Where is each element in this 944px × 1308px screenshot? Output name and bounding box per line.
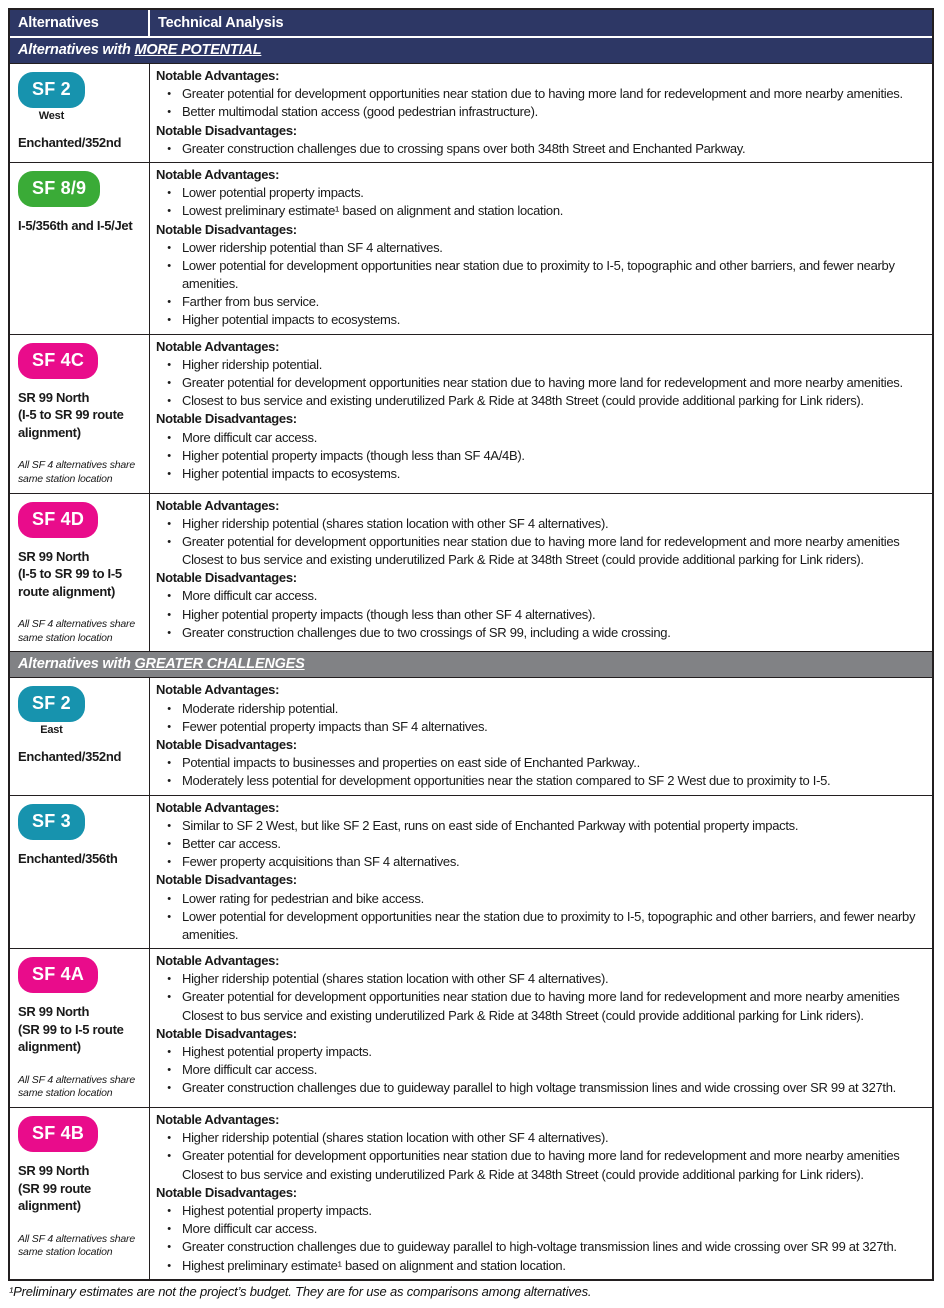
alternative-label bbox=[18, 748, 143, 766]
disadvantage-item-text: Lower potential for development opportunities near station due to proximity to I-5, topographic and other barriers, and fewer nearby amenities. bbox=[182, 257, 895, 292]
disadvantage-item bbox=[156, 1043, 924, 1061]
alternative-label bbox=[18, 134, 143, 152]
alternative-badge: SF 3 bbox=[18, 804, 85, 840]
disadvantage-item bbox=[156, 1202, 924, 1220]
alternative-badge: SF 8/9 bbox=[18, 171, 100, 207]
disadvantage-item bbox=[156, 140, 924, 158]
advantage-item bbox=[156, 184, 924, 202]
disadvantages-heading: Notable Disadvantages: bbox=[156, 570, 297, 586]
disadvantages-heading: Notable Disadvantages: bbox=[156, 737, 297, 753]
disadvantage-item-text: Farther from bus service. bbox=[182, 294, 319, 310]
disadvantage-item bbox=[156, 1079, 924, 1097]
advantage-item-text: Greater potential for development opportunities near station due to having more land for redevelopment and more nearby amenities. bbox=[182, 375, 903, 390]
bullet-icon: • bbox=[167, 991, 171, 1004]
technical-analysis-cell bbox=[150, 335, 932, 493]
disadvantages-heading: Notable Disadvantages: bbox=[156, 872, 297, 888]
disadvantage-item-text: Lower ridership potential than SF 4 alternatives. bbox=[182, 239, 443, 255]
disadvantage-item-text: Greater construction challenges due to two crossings of SR 99, including a wide crossing. bbox=[182, 624, 671, 640]
alternative-label bbox=[18, 850, 143, 868]
advantages-heading: Notable Advantages: bbox=[156, 1112, 280, 1128]
disadvantage-item bbox=[156, 1061, 924, 1079]
table-row bbox=[10, 678, 932, 795]
bullet-icon: • bbox=[167, 1132, 171, 1145]
table-row bbox=[10, 1108, 932, 1279]
table-row bbox=[10, 949, 932, 1108]
disadvantage-item-text: Moderately less potential for development opportunities near the station compared to SF 2 West due to proximity to I-5. bbox=[182, 773, 831, 789]
advantage-item-text: Closest to bus service and existing underutilized Park & Ride at 348th Street (could provide additional parking for Link riders). bbox=[182, 393, 864, 409]
bullet-icon: • bbox=[167, 1046, 171, 1059]
alternative-cell bbox=[10, 494, 150, 652]
disadvantage-item bbox=[156, 293, 924, 311]
advantage-item bbox=[156, 718, 924, 736]
disadvantage-item bbox=[156, 465, 924, 483]
bullet-icon: • bbox=[167, 449, 171, 462]
advantage-item bbox=[156, 817, 924, 835]
disadvantages-heading: Notable Disadvantages: bbox=[156, 122, 297, 138]
advantage-item bbox=[156, 515, 924, 533]
alternative-note: All SF 4 alternatives share same station location bbox=[18, 1073, 135, 1100]
disadvantage-item bbox=[156, 606, 924, 624]
advantage-item-text: Better multimodal station access (good pedestrian infrastructure). bbox=[182, 104, 538, 120]
disadvantage-item bbox=[156, 311, 924, 329]
disadvantage-item-text: Highest potential property impacts. bbox=[182, 1202, 372, 1218]
technical-analysis-cell bbox=[150, 494, 932, 652]
alternative-label bbox=[18, 217, 143, 235]
disadvantage-item-text: Greater construction challenges due to crossing spans over both 348th Street and Enchanted Parkway. bbox=[182, 140, 746, 156]
advantage-item bbox=[156, 700, 924, 718]
advantage-item bbox=[156, 970, 924, 988]
bullet-icon: • bbox=[167, 1064, 171, 1077]
disadvantage-item bbox=[156, 890, 924, 908]
alternative-label-line: I-5/356th and I-5/Jet bbox=[18, 217, 133, 233]
badge-wrap bbox=[18, 171, 100, 207]
advantage-item-text: Greater potential for development opportunities near station due to having more land for redevelopment and more nearby amenities Closest to bus service and existing underutilized Park & Ride at 348th Street (could provide additional parking for Link riders). bbox=[182, 989, 900, 1023]
advantage-item-text: Greater potential for development opportunities near station due to having more land for redevelopment and more nearby amenities Closest to bus service and existing underutilized Park & Ride at 348th Street (could provide additional parking for Link riders). bbox=[182, 1148, 900, 1182]
alternative-note: All SF 4 alternatives share same station location bbox=[18, 459, 135, 485]
alternative-label bbox=[18, 1162, 143, 1215]
alternative-label-line: SR 99 North bbox=[18, 389, 90, 405]
disadvantage-item-text: Lower potential for development opportunities near the station due to proximity to I-5, topographic and other barriers, and fewer nearby amenities. bbox=[182, 908, 916, 942]
advantage-item-text: Fewer potential property impacts than SF 4 alternatives. bbox=[182, 718, 488, 734]
badge-wrap bbox=[18, 343, 98, 379]
disadvantage-item-text: Highest preliminary estimate¹ based on alignment and station location. bbox=[182, 1257, 566, 1273]
advantage-item bbox=[156, 1147, 924, 1183]
advantages-heading: Notable Advantages: bbox=[156, 953, 280, 969]
technical-analysis-cell bbox=[150, 949, 932, 1107]
advantage-item-text: Better car access. bbox=[182, 835, 281, 851]
advantage-item-text: Lowest preliminary estimate¹ based on alignment and station location. bbox=[182, 203, 564, 219]
bullet-icon: • bbox=[167, 517, 171, 530]
advantage-item bbox=[156, 1129, 924, 1147]
alternative-label bbox=[18, 389, 143, 442]
bullet-icon: • bbox=[167, 241, 171, 254]
advantage-item-text: Moderate ridership potential. bbox=[182, 700, 339, 716]
alternative-sublabel: East bbox=[40, 724, 63, 737]
disadvantage-item bbox=[156, 447, 924, 465]
advantage-item bbox=[156, 103, 924, 121]
bullet-icon: • bbox=[167, 702, 171, 715]
advantages-heading: Notable Advantages: bbox=[156, 166, 280, 182]
alternative-label-line: (SR 99 to I-5 route alignment) bbox=[18, 1021, 124, 1055]
bullet-icon: • bbox=[167, 590, 171, 603]
alternatives-table bbox=[8, 8, 934, 1281]
bullet-icon: • bbox=[167, 1241, 171, 1254]
advantage-item-text: Similar to SF 2 West, but like SF 2 East, runs on east side of Enchanted Parkway with potential property impacts. bbox=[182, 817, 799, 833]
alternative-cell bbox=[10, 64, 150, 162]
bullet-icon: • bbox=[167, 467, 171, 480]
advantages-heading: Notable Advantages: bbox=[156, 799, 280, 815]
bullet-icon: • bbox=[167, 856, 171, 869]
disadvantage-item bbox=[156, 1220, 924, 1238]
technical-analysis-cell bbox=[150, 1108, 932, 1279]
advantage-item bbox=[156, 392, 924, 410]
table-row bbox=[10, 163, 932, 335]
footnote: ¹Preliminary estimates are not the project’s budget. They are for use as comparisons among alternatives. bbox=[9, 1283, 592, 1299]
advantages-heading: Notable Advantages: bbox=[156, 682, 280, 698]
advantage-item bbox=[156, 835, 924, 853]
technical-analysis-cell bbox=[150, 64, 932, 162]
alternative-badge: SF 4C bbox=[18, 343, 98, 379]
disadvantage-item bbox=[156, 257, 924, 293]
disadvantage-item bbox=[156, 908, 924, 944]
alternative-sublabel: West bbox=[38, 110, 65, 122]
bullet-icon: • bbox=[167, 314, 171, 327]
disadvantages-heading: Notable Disadvantages: bbox=[156, 1025, 297, 1041]
advantage-item bbox=[156, 374, 924, 392]
advantage-item bbox=[156, 533, 924, 569]
alternative-cell bbox=[10, 335, 150, 493]
alternative-badge: SF 4D bbox=[18, 502, 98, 538]
alternative-label-line: Enchanted/356th bbox=[18, 850, 118, 866]
section-header-emphasis: MORE POTENTIAL bbox=[134, 42, 262, 58]
alternative-cell bbox=[10, 1108, 150, 1279]
alternative-label-line: SR 99 North bbox=[18, 548, 90, 564]
disadvantage-item bbox=[156, 772, 924, 790]
alternative-label-line: Enchanted/352nd bbox=[18, 135, 122, 150]
badge-wrap bbox=[18, 686, 85, 736]
bullet-icon: • bbox=[167, 775, 171, 788]
section-header bbox=[10, 652, 932, 678]
table-body bbox=[10, 38, 932, 1279]
bullet-icon: • bbox=[167, 1082, 171, 1095]
disadvantage-item-text: Higher potential impacts to ecosystems. bbox=[182, 465, 401, 481]
advantage-item-text: Higher ridership potential (shares station location with other SF 4 alternatives). bbox=[182, 515, 609, 531]
column-header-alternatives: Alternatives bbox=[10, 10, 150, 36]
bullet-icon: • bbox=[167, 757, 171, 770]
alternative-label-line: (I-5 to SR 99 to I-5 route alignment) bbox=[18, 566, 122, 599]
column-header-technical-analysis: Technical Analysis bbox=[158, 15, 284, 31]
bullet-icon: • bbox=[167, 608, 171, 621]
disadvantage-item-text: More difficult car access. bbox=[182, 1221, 318, 1237]
bullet-icon: • bbox=[167, 720, 171, 733]
bullet-icon: • bbox=[167, 259, 171, 272]
disadvantages-heading: Notable Disadvantages: bbox=[156, 1184, 297, 1200]
advantage-item-text: Higher ridership potential (shares station location with other SF 4 alternatives). bbox=[182, 971, 609, 987]
advantage-item bbox=[156, 988, 924, 1024]
badge-wrap bbox=[18, 502, 98, 538]
disadvantage-item-text: More difficult car access. bbox=[182, 588, 318, 604]
table-row bbox=[10, 796, 932, 950]
bullet-icon: • bbox=[167, 187, 171, 200]
alternative-label-line: SR 99 North bbox=[18, 1004, 90, 1020]
advantage-item-text: Lower potential property impacts. bbox=[182, 185, 364, 201]
advantage-item-text: Fewer property acquisitions than SF 4 alternatives. bbox=[182, 854, 460, 870]
alternative-label-line: (SR 99 route alignment) bbox=[18, 1180, 91, 1214]
disadvantage-item bbox=[156, 624, 924, 642]
disadvantage-item bbox=[156, 1257, 924, 1275]
disadvantages-heading: Notable Disadvantages: bbox=[156, 411, 297, 427]
technical-analysis-cell bbox=[150, 796, 932, 949]
alternative-note: All SF 4 alternatives share same station location bbox=[18, 618, 135, 644]
table-row bbox=[10, 335, 932, 494]
bullet-icon: • bbox=[167, 205, 171, 218]
badge-wrap bbox=[18, 804, 85, 840]
badge-wrap bbox=[18, 957, 98, 993]
alternative-cell bbox=[10, 678, 150, 794]
bullet-icon: • bbox=[167, 1150, 171, 1163]
alternative-label-line: Enchanted/352nd bbox=[18, 749, 122, 765]
alternative-label bbox=[18, 548, 143, 601]
disadvantage-item-text: Potential impacts to businesses and properties on east side of Enchanted Parkway.. bbox=[182, 755, 640, 771]
bullet-icon: • bbox=[167, 1223, 171, 1236]
bullet-icon: • bbox=[167, 892, 171, 905]
disadvantage-item-text: Highest potential property impacts. bbox=[182, 1044, 372, 1060]
advantage-item-text: Greater potential for development opportunities near station due to having more land for redevelopment and more nearby amenities Closest to bus service and existing underutilized Park & Ride at 348th Street (could provide additional parking for Link riders). bbox=[182, 533, 900, 568]
advantage-item-text: Higher ridership potential. bbox=[182, 356, 323, 372]
table-row bbox=[10, 494, 932, 653]
advantages-heading: Notable Advantages: bbox=[156, 68, 280, 83]
alternative-cell bbox=[10, 796, 150, 949]
badge-wrap bbox=[18, 72, 85, 122]
bullet-icon: • bbox=[167, 377, 171, 389]
alternative-badge: SF 4A bbox=[18, 957, 98, 993]
advantages-heading: Notable Advantages: bbox=[156, 497, 280, 513]
advantage-item bbox=[156, 202, 924, 220]
disadvantage-item-text: More difficult car access. bbox=[182, 1062, 318, 1078]
technical-analysis-cell bbox=[150, 163, 932, 334]
section-header-prefix: Alternatives with bbox=[18, 656, 135, 673]
alternative-cell bbox=[10, 949, 150, 1107]
bullet-icon: • bbox=[167, 431, 171, 444]
table-row bbox=[10, 64, 932, 163]
advantage-item bbox=[156, 85, 924, 103]
bullet-icon: • bbox=[167, 296, 171, 309]
bullet-icon: • bbox=[167, 358, 171, 371]
bullet-icon: • bbox=[167, 88, 171, 101]
section-header-emphasis: GREATER CHALLENGES bbox=[134, 656, 305, 673]
section-header-prefix: Alternatives with bbox=[18, 42, 135, 58]
bullet-icon: • bbox=[167, 395, 171, 408]
bullet-icon: • bbox=[167, 1259, 171, 1272]
disadvantage-item-text: Lower rating for pedestrian and bike access. bbox=[182, 890, 424, 906]
bullet-icon: • bbox=[167, 106, 171, 119]
alternative-note: All SF 4 alternatives share same station location bbox=[18, 1232, 135, 1259]
alternative-label-line: SR 99 North bbox=[18, 1163, 90, 1179]
disadvantage-item-text: Higher potential property impacts (though less than other SF 4 alternatives). bbox=[182, 606, 596, 622]
disadvantage-item bbox=[156, 587, 924, 605]
section-header bbox=[10, 38, 932, 64]
bullet-icon: • bbox=[167, 142, 171, 155]
technical-analysis-cell bbox=[150, 678, 932, 794]
disadvantage-item-text: Greater construction challenges due to guideway parallel to high voltage transmission lines and wide crossing over SR 99 at 327th. bbox=[182, 1080, 896, 1096]
disadvantage-item-text: Higher potential impacts to ecosystems. bbox=[182, 312, 401, 328]
alternative-cell bbox=[10, 163, 150, 334]
alternative-badge: SF 2 bbox=[18, 686, 85, 722]
alternative-label-line: (I-5 to SR 99 route alignment) bbox=[18, 407, 124, 440]
disadvantage-item-text: More difficult car access. bbox=[182, 429, 318, 445]
disadvantages-heading: Notable Disadvantages: bbox=[156, 221, 297, 237]
advantage-item bbox=[156, 356, 924, 374]
bullet-icon: • bbox=[167, 535, 171, 548]
alternative-badge: SF 2 bbox=[18, 72, 85, 108]
advantage-item bbox=[156, 853, 924, 871]
disadvantage-item bbox=[156, 754, 924, 772]
advantage-item-text: Greater potential for development opportunities near station due to having more land for redevelopment and more nearby amenities. bbox=[182, 86, 903, 102]
bullet-icon: • bbox=[167, 973, 171, 986]
bullet-icon: • bbox=[167, 837, 171, 850]
disadvantage-item bbox=[156, 429, 924, 447]
bullet-icon: • bbox=[167, 626, 171, 639]
bullet-icon: • bbox=[167, 1204, 171, 1217]
advantage-item-text: Higher ridership potential (shares station location with other SF 4 alternatives). bbox=[182, 1130, 609, 1146]
alternative-badge: SF 4B bbox=[18, 1116, 98, 1152]
disadvantage-item bbox=[156, 239, 924, 257]
badge-wrap bbox=[18, 1116, 98, 1152]
disadvantage-item-text: Higher potential property impacts (though less than SF 4A/4B). bbox=[182, 447, 525, 463]
advantages-heading: Notable Advantages: bbox=[156, 338, 280, 354]
table-header-row bbox=[10, 10, 932, 38]
disadvantage-item-text: Greater construction challenges due to guideway parallel to high-voltage transmission lines and wide crossing over SR 99 at 327th. bbox=[182, 1239, 897, 1255]
alternative-label bbox=[18, 1003, 143, 1056]
bullet-icon: • bbox=[167, 819, 171, 832]
disadvantage-item bbox=[156, 1238, 924, 1256]
bullet-icon: • bbox=[167, 910, 171, 923]
